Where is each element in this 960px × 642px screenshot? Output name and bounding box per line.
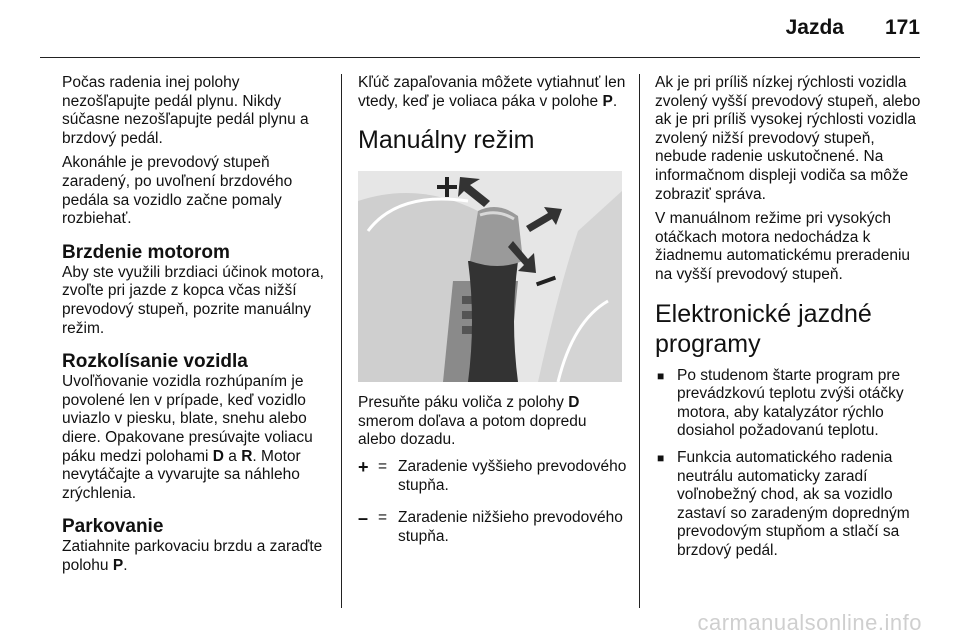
paragraph: Aby ste využili brzdiaci účinok motora, zvoľte pri jazde z kopca včas nižší prevodový stupeň, pozrite manuálny režim. [62, 263, 324, 337]
paragraph: Zatiahnite parkovaciu brzdu a zaraďte polohu P. [62, 538, 323, 574]
paragraph: Počas radenia inej polohy nezošľapujte pedál plynu. Nikdy súčasne nezošľapujte pedál plynu a brzdový pedál. [62, 74, 309, 147]
shift-definitions [358, 458, 628, 546]
column-2 [358, 74, 628, 560]
heading-manual-mode: Manuálny režim [358, 126, 535, 155]
list-item [655, 449, 925, 561]
list-item-text: Funkcia automatického radenia neutrálu automaticky zaradí voľnobežný chod, ak sa vozidlo zastaví so zaradeným dopredným prevodovým stupňom a stlačí sa brzdový pedál. [677, 448, 910, 559]
page-number: 171 [884, 16, 920, 39]
header-divider [40, 57, 920, 58]
definition-text: Zaradenie nižšieho prevodového stupňa. [398, 509, 623, 545]
heading-electronic-programs: Elektronické jazdné programy [655, 299, 872, 358]
equals-sign: = [378, 457, 388, 475]
watermark: carmanualsonline.info [697, 610, 922, 635]
paragraph: Akonáhle je prevodový stupeň zaradený, po uvoľnení brzdového pedála sa vozidlo začne pomaly rozbiehať. [62, 154, 293, 228]
gear-lever-illustration [358, 171, 622, 382]
paragraph: Presuňte páku voliča z polohy D smerom doľava a potom dopredu alebo dozadu. [358, 394, 587, 449]
minus-icon: – [358, 508, 369, 529]
definition-row [358, 509, 628, 546]
section-title: Jazda [785, 16, 844, 39]
paragraph: Uvoľňovanie vozidla rozhúpaním je povolené len v prípade, keď vozidlo uviazlo v piesku, blate, snehu alebo diere. Opakovane presúvajte voliacu páku medzi polohami D a R. Motor nevytáčajte a vyvarujte sa náhleho zrýchlenia. [62, 373, 313, 502]
list-item [655, 367, 925, 441]
equals-sign: = [378, 509, 388, 527]
page-header [0, 0, 960, 58]
heading-rocking-vehicle: Rozkolísanie vozidla [62, 351, 248, 373]
square-bullet-icon: ■ [657, 450, 665, 465]
column-1 [62, 74, 324, 581]
paragraph: V manuálnom režime pri vysokých otáčkach motora nedochádza k žiadnemu automatickému preradeniu na vyšší prevodový stupeň. [655, 210, 911, 283]
heading-parking: Parkovanie [62, 516, 164, 538]
plus-icon: + [358, 456, 369, 477]
column-3 [655, 74, 925, 568]
square-bullet-icon: ■ [657, 368, 665, 383]
list-item-text: Po studenom štarte program pre prevádzkovú teplotu zvýši otáčky motora, aby katalyzátor rýchlo dosiahol požadovanú teplotu. [677, 366, 904, 440]
definition-text: Zaradenie vyššieho prevodového stupňa. [398, 457, 627, 494]
definition-row [358, 458, 628, 495]
column-divider-2 [639, 74, 640, 608]
paragraph: Kľúč zapaľovania môžete vytiahnuť len vtedy, keď je voliaca páka v polohe P. [358, 74, 626, 110]
column-divider-1 [341, 74, 342, 608]
paragraph: Ak je pri príliš nízkej rýchlosti vozidla zvolený vyšší prevodový stupeň, alebo ak je pri príliš vysokej rýchlosti vozidla zvolený nižší prevodový stupeň, nebude radenie uskutočnené. Na informačnom displeji vodiča sa môže zobraziť správa. [655, 74, 921, 203]
heading-engine-braking: Brzdenie motorom [62, 241, 230, 263]
